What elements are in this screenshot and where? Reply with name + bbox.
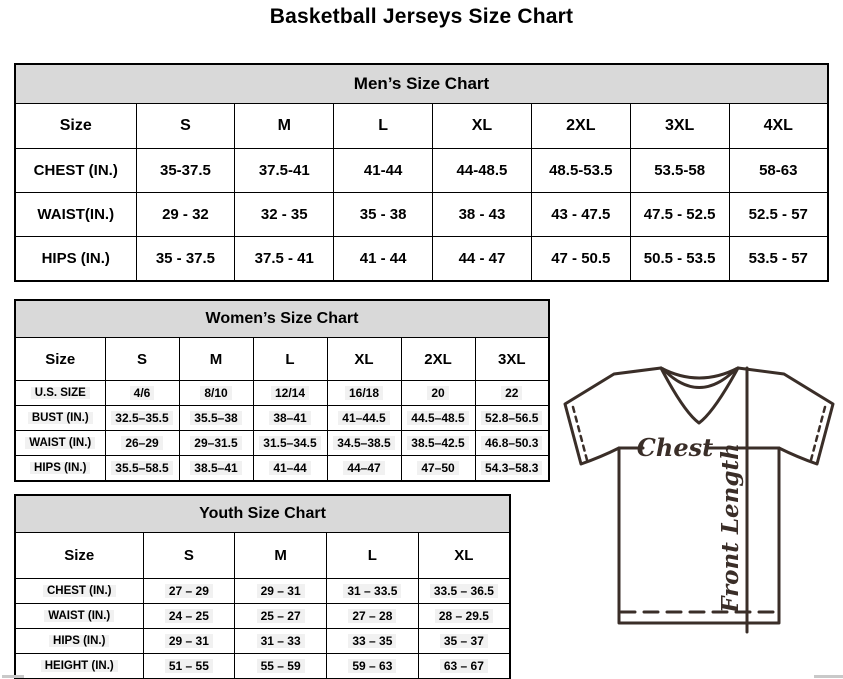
measurement-row-label: WAIST (IN.) bbox=[15, 604, 143, 629]
measurement-row-label: CHEST (IN.) bbox=[15, 579, 143, 604]
measurement-value-cell: 12/14 bbox=[253, 381, 327, 406]
size-column-header: S bbox=[143, 533, 235, 579]
size-column-header: L bbox=[327, 533, 419, 579]
right-cuff-dashed-line bbox=[811, 407, 825, 460]
measurement-value-cell: 35 – 37 bbox=[418, 629, 510, 654]
measurement-value-cell: 35.5–58.5 bbox=[105, 456, 179, 482]
measurement-row-label: BUST (IN.) bbox=[15, 406, 105, 431]
measurement-value-cell: 16/18 bbox=[327, 381, 401, 406]
measurement-value-cell: 24 – 25 bbox=[143, 604, 235, 629]
measurement-value-cell: 53.5 - 57 bbox=[729, 237, 828, 282]
size-column-header: 3XL bbox=[630, 104, 729, 149]
measurement-value-cell: 38.5–41 bbox=[179, 456, 253, 482]
measurement-value-cell: 55 – 59 bbox=[235, 654, 327, 679]
measurement-row bbox=[15, 456, 549, 482]
measurement-value-cell: 46.8–50.3 bbox=[475, 431, 549, 456]
measurement-value-cell: 8/10 bbox=[179, 381, 253, 406]
size-column-header: 4XL bbox=[729, 104, 828, 149]
measurement-row-label: HIPS (IN.) bbox=[15, 237, 136, 282]
measurement-row bbox=[15, 149, 828, 193]
page-title: Basketball Jerseys Size Chart bbox=[269, 5, 574, 28]
measurement-value-cell: 29 – 31 bbox=[143, 629, 235, 654]
measurement-row bbox=[15, 193, 828, 237]
measurement-row-label: U.S. SIZE bbox=[15, 381, 105, 406]
measurement-value-cell: 44–47 bbox=[327, 456, 401, 482]
left-cuff-dashed-line bbox=[573, 407, 587, 460]
measurement-value-cell: 59 – 63 bbox=[327, 654, 419, 679]
measurement-value-cell: 38–41 bbox=[253, 406, 327, 431]
measurement-row bbox=[15, 381, 549, 406]
size-column-header: 2XL bbox=[401, 338, 475, 381]
measurement-value-cell: 31 – 33 bbox=[235, 629, 327, 654]
mens-title-row bbox=[15, 64, 828, 104]
measurement-value-cell: 22 bbox=[475, 381, 549, 406]
measurement-row-label: WAIST(IN.) bbox=[15, 193, 136, 237]
size-column-header: XL bbox=[418, 533, 510, 579]
measurement-value-cell: 32.5–35.5 bbox=[105, 406, 179, 431]
jersey-diagram bbox=[557, 360, 843, 662]
measurement-value-cell: 33 – 35 bbox=[327, 629, 419, 654]
size-header-row bbox=[15, 338, 549, 381]
measurement-value-cell: 48.5-53.5 bbox=[531, 149, 630, 193]
measurement-row bbox=[15, 579, 510, 604]
front-length-label: Front Length bbox=[717, 443, 744, 613]
mens-size-table bbox=[14, 63, 829, 282]
youth-size-table bbox=[14, 494, 511, 679]
measurement-value-cell: 35-37.5 bbox=[136, 149, 235, 193]
womens-title-row bbox=[15, 300, 549, 338]
womens-chart-title: Women’s Size Chart bbox=[15, 300, 549, 338]
measurement-row bbox=[15, 629, 510, 654]
youth-table-body bbox=[15, 533, 510, 679]
size-column-header: XL bbox=[327, 338, 401, 381]
womens-size-table bbox=[14, 299, 550, 482]
measurement-value-cell: 28 – 29.5 bbox=[418, 604, 510, 629]
measurement-value-cell: 44.5–48.5 bbox=[401, 406, 475, 431]
size-corner-header: Size bbox=[15, 533, 143, 579]
measurement-value-cell: 38 - 43 bbox=[433, 193, 532, 237]
measurement-value-cell: 27 – 28 bbox=[327, 604, 419, 629]
measurement-value-cell: 37.5 - 41 bbox=[235, 237, 334, 282]
measurement-value-cell: 44-48.5 bbox=[433, 149, 532, 193]
measurement-value-cell: 31 – 33.5 bbox=[327, 579, 419, 604]
measurement-value-cell: 27 – 29 bbox=[143, 579, 235, 604]
measurement-value-cell: 63 – 67 bbox=[418, 654, 510, 679]
measurement-row bbox=[15, 604, 510, 629]
youth-title-row bbox=[15, 495, 510, 533]
measurement-value-cell: 4/6 bbox=[105, 381, 179, 406]
measurement-value-cell: 53.5-58 bbox=[630, 149, 729, 193]
mens-table-body bbox=[15, 104, 828, 282]
measurement-value-cell: 31.5–34.5 bbox=[253, 431, 327, 456]
mens-chart-title: Men’s Size Chart bbox=[15, 64, 828, 104]
measurement-value-cell: 41 - 44 bbox=[334, 237, 433, 282]
size-column-header: M bbox=[179, 338, 253, 381]
measurement-value-cell: 43 - 47.5 bbox=[531, 193, 630, 237]
size-column-header: L bbox=[253, 338, 327, 381]
measurement-row-label: CHEST (IN.) bbox=[15, 149, 136, 193]
measurement-value-cell: 29 – 31 bbox=[235, 579, 327, 604]
chest-label: Chest bbox=[636, 433, 714, 462]
measurement-value-cell: 47 - 50.5 bbox=[531, 237, 630, 282]
measurement-value-cell: 34.5–38.5 bbox=[327, 431, 401, 456]
cutoff-fragment-left bbox=[2, 675, 24, 678]
measurement-value-cell: 35 - 38 bbox=[334, 193, 433, 237]
measurement-value-cell: 47–50 bbox=[401, 456, 475, 482]
measurement-value-cell: 32 - 35 bbox=[235, 193, 334, 237]
measurement-row bbox=[15, 237, 828, 282]
measurement-value-cell: 58-63 bbox=[729, 149, 828, 193]
measurement-row bbox=[15, 406, 549, 431]
cutoff-fragment-right bbox=[814, 675, 843, 678]
size-corner-header: Size bbox=[15, 338, 105, 381]
measurement-value-cell: 52.8–56.5 bbox=[475, 406, 549, 431]
measurement-value-cell: 41–44.5 bbox=[327, 406, 401, 431]
size-column-header: M bbox=[235, 533, 327, 579]
size-header-row bbox=[15, 533, 510, 579]
measurement-row-label: HEIGHT (IN.) bbox=[15, 654, 143, 679]
size-column-header: L bbox=[334, 104, 433, 149]
measurement-value-cell: 33.5 – 36.5 bbox=[418, 579, 510, 604]
measurement-value-cell: 37.5-41 bbox=[235, 149, 334, 193]
measurement-value-cell: 26–29 bbox=[105, 431, 179, 456]
measurement-row bbox=[15, 431, 549, 456]
measurement-value-cell: 41–44 bbox=[253, 456, 327, 482]
measurement-value-cell: 51 – 55 bbox=[143, 654, 235, 679]
measurement-value-cell: 35.5–38 bbox=[179, 406, 253, 431]
youth-chart-title: Youth Size Chart bbox=[15, 495, 510, 533]
size-column-header: 2XL bbox=[531, 104, 630, 149]
measurement-value-cell: 20 bbox=[401, 381, 475, 406]
size-corner-header: Size bbox=[15, 104, 136, 149]
measurement-row bbox=[15, 654, 510, 679]
measurement-value-cell: 41-44 bbox=[334, 149, 433, 193]
size-column-header: 3XL bbox=[475, 338, 549, 381]
measurement-value-cell: 47.5 - 52.5 bbox=[630, 193, 729, 237]
size-column-header: XL bbox=[433, 104, 532, 149]
measurement-row-label: HIPS (IN.) bbox=[15, 456, 105, 482]
measurement-value-cell: 25 – 27 bbox=[235, 604, 327, 629]
measurement-row-label: WAIST (IN.) bbox=[15, 431, 105, 456]
measurement-row-label: HIPS (IN.) bbox=[15, 629, 143, 654]
measurement-value-cell: 50.5 - 53.5 bbox=[630, 237, 729, 282]
size-column-header: M bbox=[235, 104, 334, 149]
measurement-value-cell: 35 - 37.5 bbox=[136, 237, 235, 282]
measurement-value-cell: 44 - 47 bbox=[433, 237, 532, 282]
measurement-value-cell: 29–31.5 bbox=[179, 431, 253, 456]
jersey-outline bbox=[565, 368, 833, 623]
measurement-value-cell: 29 - 32 bbox=[136, 193, 235, 237]
measurement-value-cell: 52.5 - 57 bbox=[729, 193, 828, 237]
size-column-header: S bbox=[136, 104, 235, 149]
size-header-row bbox=[15, 104, 828, 149]
measurement-value-cell: 38.5–42.5 bbox=[401, 431, 475, 456]
size-column-header: S bbox=[105, 338, 179, 381]
measurement-value-cell: 54.3–58.3 bbox=[475, 456, 549, 482]
womens-table-body bbox=[15, 338, 549, 482]
